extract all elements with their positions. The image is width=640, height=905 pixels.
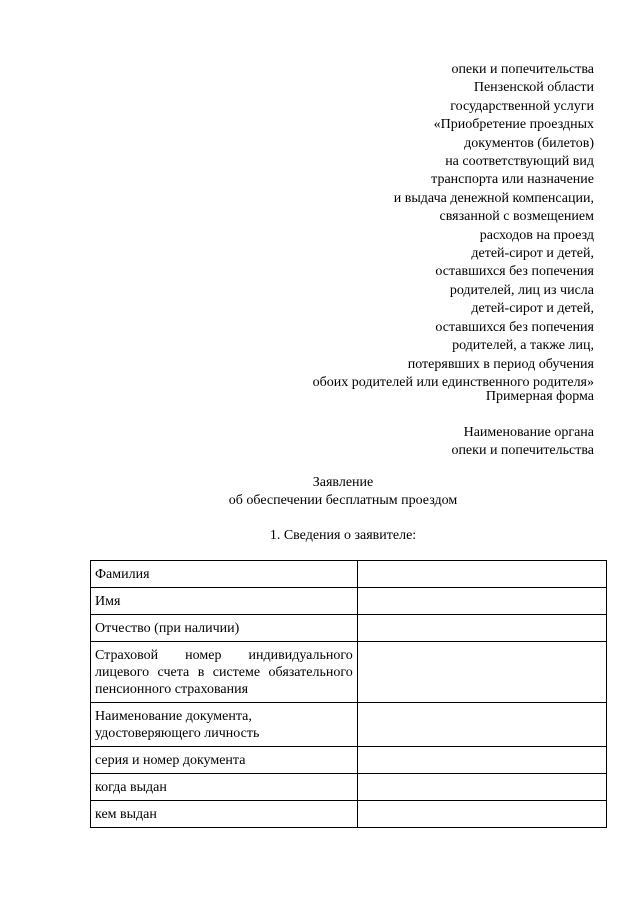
table-row: [91, 561, 607, 588]
header-line: обоих родителей или единственного родителя»: [312, 374, 594, 390]
field-label-patronymic: Отчество (при наличии): [91, 615, 358, 642]
form-note: Примерная форма: [485, 389, 594, 404]
header-line: оставшихся без попечения: [435, 264, 594, 280]
header-line: «Приобретение проездных: [433, 117, 594, 133]
field-value-name[interactable]: [357, 588, 606, 615]
header-line: опеки и попечительства: [451, 62, 594, 77]
field-label-id-document: Наименование документа, удостоверяющего личность: [91, 703, 358, 747]
header-line: оставшихся без попечения: [435, 319, 594, 335]
table-row: [91, 615, 607, 642]
field-value-document-number[interactable]: [357, 747, 606, 774]
header-line: родителей, а также лиц,: [452, 338, 594, 354]
field-value-issue-date[interactable]: [357, 774, 606, 801]
field-value-patronymic[interactable]: [357, 615, 606, 642]
field-label-document-number: серия и номер документа: [91, 747, 358, 774]
header-line: на соответствующий вид: [445, 154, 594, 170]
field-value-issued-by[interactable]: [357, 801, 606, 828]
header-line: расходов на проезд: [479, 227, 594, 243]
field-label-issue-date: когда выдан: [91, 774, 358, 801]
header-block: [174, 61, 594, 392]
field-label-surname: Фамилия: [91, 561, 358, 588]
table-row: [91, 642, 607, 703]
table-row: [91, 774, 607, 801]
field-value-snils[interactable]: [357, 642, 606, 703]
header-line: детей-сирот и детей,: [471, 246, 594, 262]
header-line: транспорта или назначение: [431, 172, 594, 188]
header-line: Пензенской области: [473, 80, 594, 96]
field-label-snils: Страховой номер индивидуального лицевого счета в системе обязательного пенсионного страхования: [91, 642, 358, 703]
field-label-name: Имя: [91, 588, 358, 615]
field-value-surname[interactable]: [357, 561, 606, 588]
applicant-info-table: [90, 560, 607, 828]
table-row: [91, 588, 607, 615]
header-line: детей-сирот и детей,: [471, 301, 594, 317]
recipient-line: опеки и попечительства: [451, 443, 594, 458]
header-line: потерявших в период обучения: [407, 356, 594, 372]
field-value-id-document[interactable]: [357, 703, 606, 747]
section-heading: 1. Сведения о заявителе:: [269, 528, 417, 543]
field-label-issued-by: кем выдан: [91, 801, 358, 828]
recipient-line: Наименование органа: [463, 425, 594, 440]
header-line: документов (билетов): [464, 135, 594, 151]
header-line: связанной с возмещением: [439, 209, 594, 225]
header-line: родителей, лиц из числа: [449, 282, 594, 298]
header-line: и выдача денежной компенсации,: [393, 190, 594, 206]
recipient-block: [451, 424, 594, 460]
table-row: [91, 747, 607, 774]
title-line: Заявление: [312, 475, 374, 490]
document-title: [0, 474, 640, 510]
header-line: государственной услуги: [450, 98, 594, 114]
title-line: об обеспечении бесплатным проездом: [228, 493, 458, 508]
table-row: [91, 703, 607, 747]
table-row: [91, 801, 607, 828]
